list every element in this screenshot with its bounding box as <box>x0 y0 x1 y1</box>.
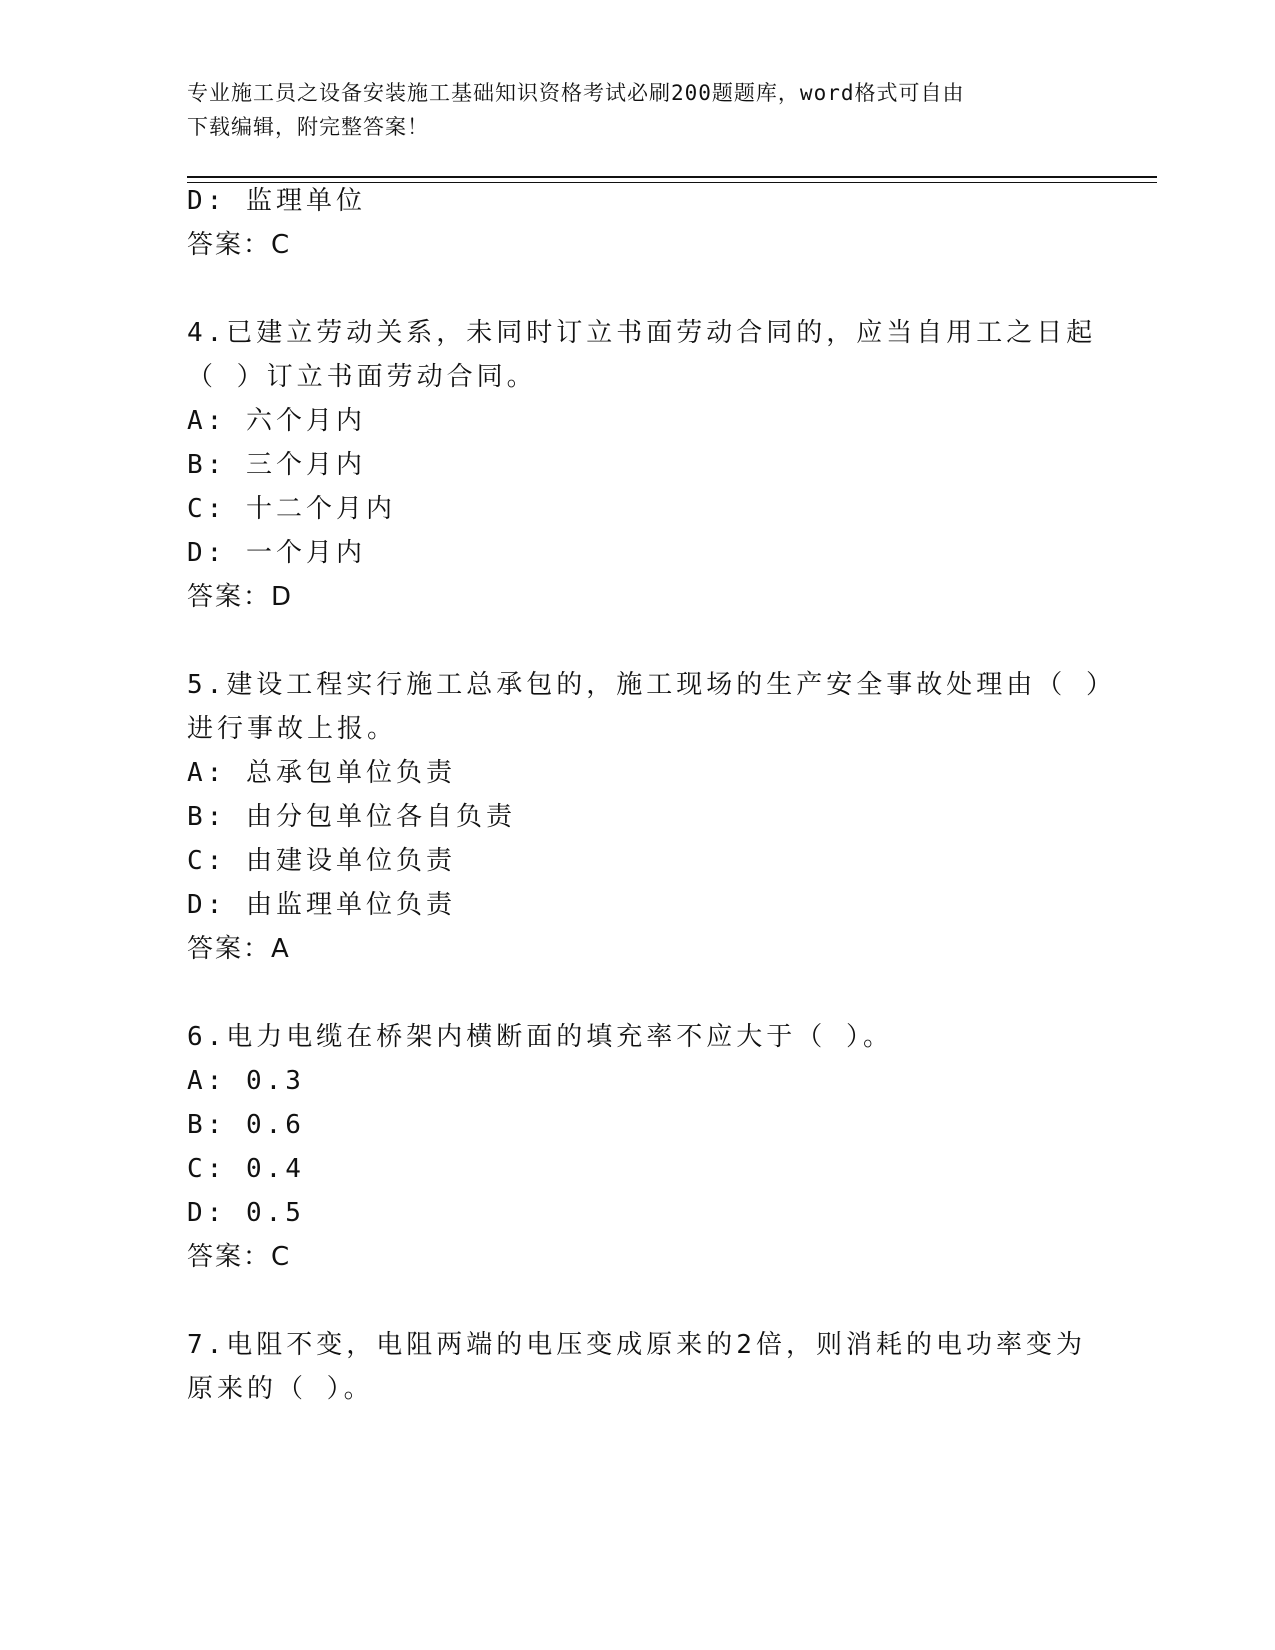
q4-option-d: D: 一个月内 <box>187 538 366 568</box>
q5-option-d: D: 由监理单位负责 <box>187 890 456 920</box>
document-header <box>187 76 1087 144</box>
q6-stem: 6.电力电缆在桥架内横断面的填充率不应大于（ ）。 <box>187 1022 893 1052</box>
header-title-line-1: 专业施工员之设备安装施工基础知识资格考试必刷200题题库，word格式可自由 <box>187 81 965 105</box>
q4-stem-line-1: 4.已建立劳动关系，未同时订立书面劳动合同的，应当自用工之日起 <box>187 318 1097 348</box>
q5-option-c: C: 由建设单位负责 <box>187 846 456 876</box>
q4-answer: 答案：D <box>187 582 294 612</box>
q5-answer: 答案：A <box>187 934 291 964</box>
q5-stem-line-2: 进行事故上报。 <box>187 714 398 744</box>
q6-option-d: D: 0.5 <box>187 1198 305 1228</box>
q4-stem-line-2: （ ）订立书面劳动合同。 <box>187 362 537 392</box>
q3-answer: 答案：C <box>187 230 292 260</box>
q6-option-a: A: 0.3 <box>187 1066 305 1096</box>
q6-option-b: B: 0.6 <box>187 1110 305 1140</box>
q5-stem-line-1: 5.建设工程实行施工总承包的，施工现场的生产安全事故处理由（ ） <box>187 670 1116 700</box>
q5-option-b: B: 由分包单位各自负责 <box>187 802 516 832</box>
q5-option-a: A: 总承包单位负责 <box>187 758 456 788</box>
q6-option-c: C: 0.4 <box>187 1154 305 1184</box>
header-title-line-2: 下载编辑，附完整答案！ <box>187 115 429 139</box>
q6-answer: 答案：C <box>187 1242 292 1272</box>
q4-option-a: A: 六个月内 <box>187 406 366 436</box>
q4-option-b: B: 三个月内 <box>187 450 366 480</box>
q7-stem-line-1: 7.电阻不变，电阻两端的电压变成原来的2倍，则消耗的电功率变为 <box>187 1330 1086 1360</box>
q7-stem-line-2: 原来的（ ）。 <box>187 1374 374 1404</box>
q3-option-d: D: 监理单位 <box>187 186 366 216</box>
q4-option-c: C: 十二个月内 <box>187 494 396 524</box>
